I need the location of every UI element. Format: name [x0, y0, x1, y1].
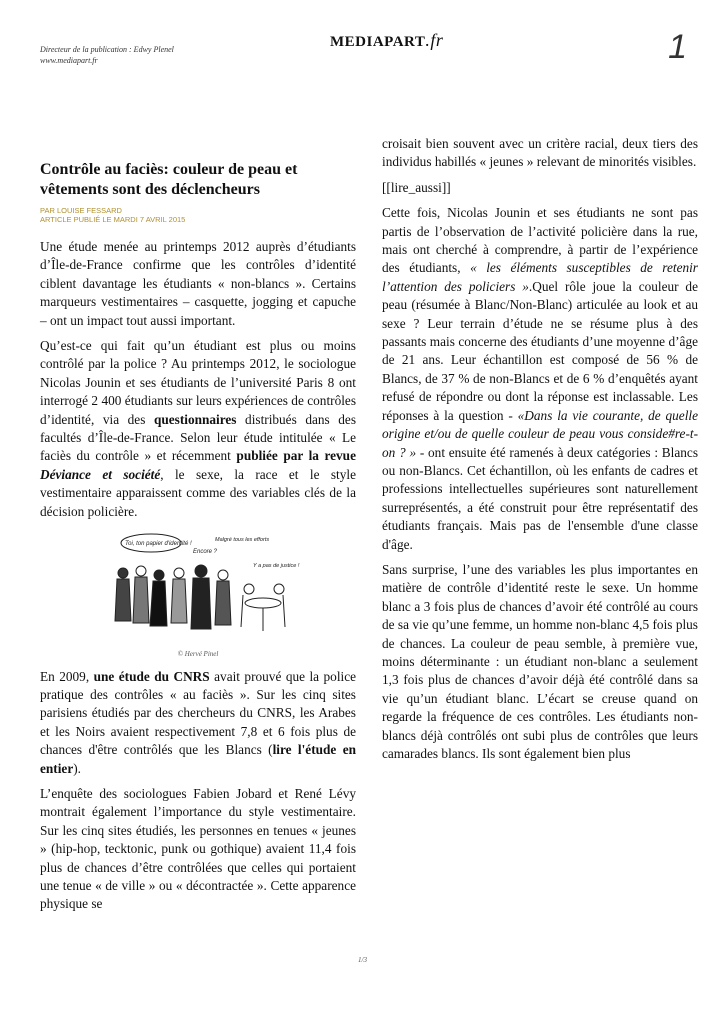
full-study-link[interactable]: lire l'étude en entier — [40, 742, 356, 776]
read-also-placeholder: [[lire_aussi]] — [382, 179, 451, 195]
right-paragraph-1: croisait bien souvent avec un critère racial, deux tiers des individus habillés « jeunes » relevant de minorités visibles. — [382, 136, 698, 170]
article-author[interactable]: PAR LOUISE FESSARD — [40, 206, 122, 215]
image-credit: © Hervé Pinel — [177, 650, 219, 659]
revue-link[interactable]: publiée par la revue Déviance et société — [40, 448, 356, 482]
cartoon-bubble-2: Encore ? — [193, 549, 218, 556]
article-title: Contrôle au faciès: couleur de peau et vêtements sont des déclencheurs — [40, 161, 298, 198]
article-meta — [40, 206, 356, 224]
questionnaires-link[interactable]: questionnaires — [153, 411, 237, 427]
right-paragraph-4: Sans surprise, l’une des variables les plus importantes en matière de contrôle d’identité reste le sexe. Un homme blanc a 3 fois plus de chances d’avoir été contrôlé au cours de sa vie qu’une femme, un homme non-blanc 4,5 fois plus de chances. La couleur de peau semble, à première vue, moins déterminante : un étudiant non-blanc a seulement 1,3 fois plus de chances d’avoir déjà été contrôlé dans sa vie qu’un étudiant blanc. L’écart se creuse quand on regarde la fréquence de ces contrôles. Les étudiants non-blancs déjà contrôlés ont subi plus de contrôles que leurs camarades blancs. Ils sont également bien plus — [382, 561, 698, 761]
cartoon-illustration — [103, 531, 300, 641]
cartoon-figure — [40, 531, 356, 663]
lead-paragraph: Une étude menée au printemps 2012 auprès d’étudiants d’Île-de-France confirme que les contrôles d’identité ciblent davantage les étudiants « non-blancs ». Certains marqueurs vestimentaires – casquette, jogging et capuche – ont un impact tout aussi important. — [40, 239, 356, 328]
page-pagination: 1/3 — [358, 956, 367, 964]
paragraph-4: L’enquête des sociologues Fabien Jobard et René Lévy montrait également l’importance du style vestimentaire. Sur les cinq sites étudiés, les personnes en tenues « jeunes » (hip-hop, tecktonic, punk ou gothique) avaient 11,4 fois plus de chances d’être contrôlées que celles qui portaient une tenue « de ville » ou « décontractée ». Cette apparence physique se — [40, 785, 356, 912]
cartoon-bubble-1: Toi, ton papier d'identité ! — [125, 541, 192, 548]
cartoon-bubble-4: Y a pas de justice ! — [253, 563, 300, 570]
article-date: ARTICLE PUBLIÉ LE MARDI 7 AVRIL 2015 — [40, 215, 186, 224]
right-column — [382, 135, 698, 770]
page-number: 1 — [668, 28, 687, 66]
cartoon-bubble-3: Malgré tous les efforts — [215, 537, 270, 544]
publication-director: Directeur de la publication : Edwy Plenel — [40, 45, 174, 54]
site-url: www.mediapart.fr — [40, 56, 98, 65]
mediapart-logo: MEDIAPART.fr — [330, 30, 444, 50]
cnrs-study-link[interactable]: une étude du CNRS — [93, 668, 210, 684]
right-paragraph-3: Cette fois, Nicolas Jounin et ses étudiants ne sont pas partis de l’observation de l’activité policière dans la rue, mais ont cherché à comprendre, à partir de l’expérience des étudiants, « les éléments susceptibles de retenir l’attention des policiers ».Quel rôle joue la couleur de peau (résumée à Blanc/Non-Blanc) articulée au look et au sexe ? Leur terrain d’étude ne se résume plus à des passants mais concerne des étudiants d’une moyenne d’âge de 21 ans. Leur échantillon est composé de 56 % de Blancs, de 37 % de non-Blancs et de 6 % d’enquêtés ayant refusé de répondre ou dont la réponse est inclassable. Les réponses à la question - «Dans la vie courante, de quelle origine et/ou de quelle couleur de peau vous conside#re-t-on ? » - ont ensuite été ramenés à deux catégories : Blancs ou non-Blancs. Cet échantillon, où les enfants de cadres et professions intellectuelles supérieures sont naturellement surreprésentés, a été construit pour être représentatif des étudiants français. Mais pas de l'ensemble d'une classe d'âge. — [382, 205, 698, 552]
left-column — [40, 160, 356, 921]
paragraph-3: En 2009, une étude du CNRS avait prouvé que la police pratique des contrôles « au faciès ». Sur les cinq sites parisiens étudiés par des chercheurs du CNRS, les Arabes et les Noirs avaient respectivement 7,8 et 6 fois plus de chances d'être contrôlés que les Blancs (lire l'étude en entier). — [40, 668, 357, 776]
publication-info — [40, 44, 174, 66]
paragraph-2: Qu’est-ce qui fait qu’un étudiant est plus ou moins contrôlé par la police ? Au printemps 2012, le sociologue Nicolas Jounin et ses étudiants de l’université Paris 8 ont interrogé 2 400 étudiants sur leurs expériences de contrôles d’identité, via des questionnaires distribués dans des facultés d’Île-de-France. Selon leur étude intitulée « Le faciès du contrôle » et récemment publiée par la revue Déviance et société, le sexe, la race et le style vestimentaire apparaissent comme des variables clés de la décision policière. — [40, 338, 356, 519]
